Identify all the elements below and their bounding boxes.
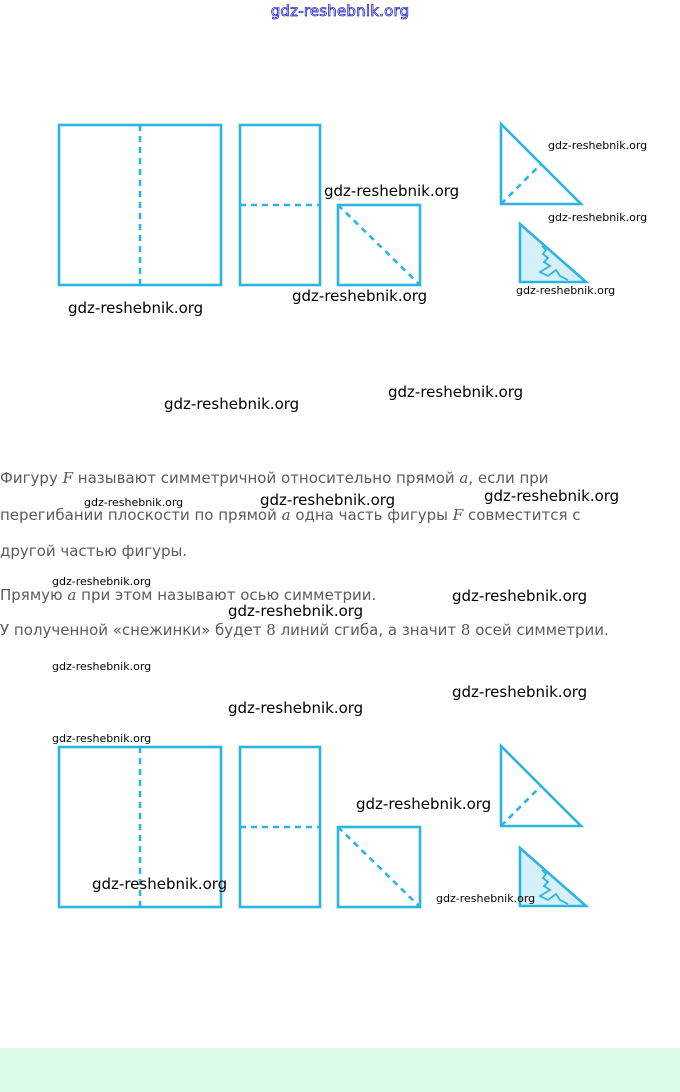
variable-a: a: [459, 469, 469, 487]
watermark: gdz-reshebnik.org: [548, 139, 648, 152]
cut-triangle: [520, 224, 586, 282]
watermark: gdz-reshebnik.org: [52, 660, 152, 673]
variable-a: a: [67, 586, 77, 604]
watermark: gdz-reshebnik.org: [484, 487, 620, 505]
snowflake-conclusion: У полученной «снежинки» будет 8 линий сгиба, а значит 8 осей симметрии.: [0, 621, 609, 639]
triangle-fold-line: [501, 786, 541, 826]
definition-line-2: перегибании плоскости по прямой a одна часть фигуры F совместится с: [0, 506, 581, 524]
diagonal-fold-line: [338, 827, 420, 907]
fold-count: 8: [266, 621, 276, 639]
variable-F: F: [452, 506, 464, 524]
watermark: gdz-reshebnik.org: [84, 496, 184, 509]
watermark: gdz-reshebnik.org: [228, 699, 364, 717]
triangle-fold-line: [501, 164, 541, 204]
variable-a: a: [281, 506, 291, 524]
watermark: gdz-reshebnik.org: [52, 732, 152, 745]
folding-diagram-bottom: [0, 732, 680, 922]
variable-F: F: [62, 469, 74, 487]
definition-line-3: другой частью фигуры.: [0, 542, 188, 560]
bottom-band: [0, 1048, 680, 1092]
site-title[interactable]: gdz-reshebnik.org: [270, 2, 410, 20]
watermark: gdz-reshebnik.org: [516, 284, 616, 297]
axes-count: 8: [460, 621, 471, 639]
diagonal-fold-line: [338, 205, 420, 285]
axis-definition: Прямую a при этом называют осью симметрии.: [0, 586, 377, 604]
watermark: gdz-reshebnik.org: [52, 575, 152, 588]
watermark: gdz-reshebnik.org: [92, 875, 228, 893]
watermark: gdz-reshebnik.org: [260, 491, 396, 509]
watermark: gdz-reshebnik.org: [356, 795, 492, 813]
watermark: gdz-reshebnik.org: [452, 587, 588, 605]
watermark: gdz-reshebnik.org: [68, 299, 204, 317]
watermark: gdz-reshebnik.org: [388, 383, 524, 401]
watermark: gdz-reshebnik.org: [436, 892, 536, 905]
definition-line-1: Фигуру F называют симметричной относительно прямой a, если при: [0, 469, 549, 487]
watermark: gdz-reshebnik.org: [292, 287, 428, 305]
watermark: gdz-reshebnik.org: [452, 683, 588, 701]
watermark: gdz-reshebnik.org: [164, 395, 300, 413]
watermark: gdz-reshebnik.org: [228, 602, 364, 620]
watermark: gdz-reshebnik.org: [548, 211, 648, 224]
watermark: gdz-reshebnik.org: [324, 182, 460, 200]
